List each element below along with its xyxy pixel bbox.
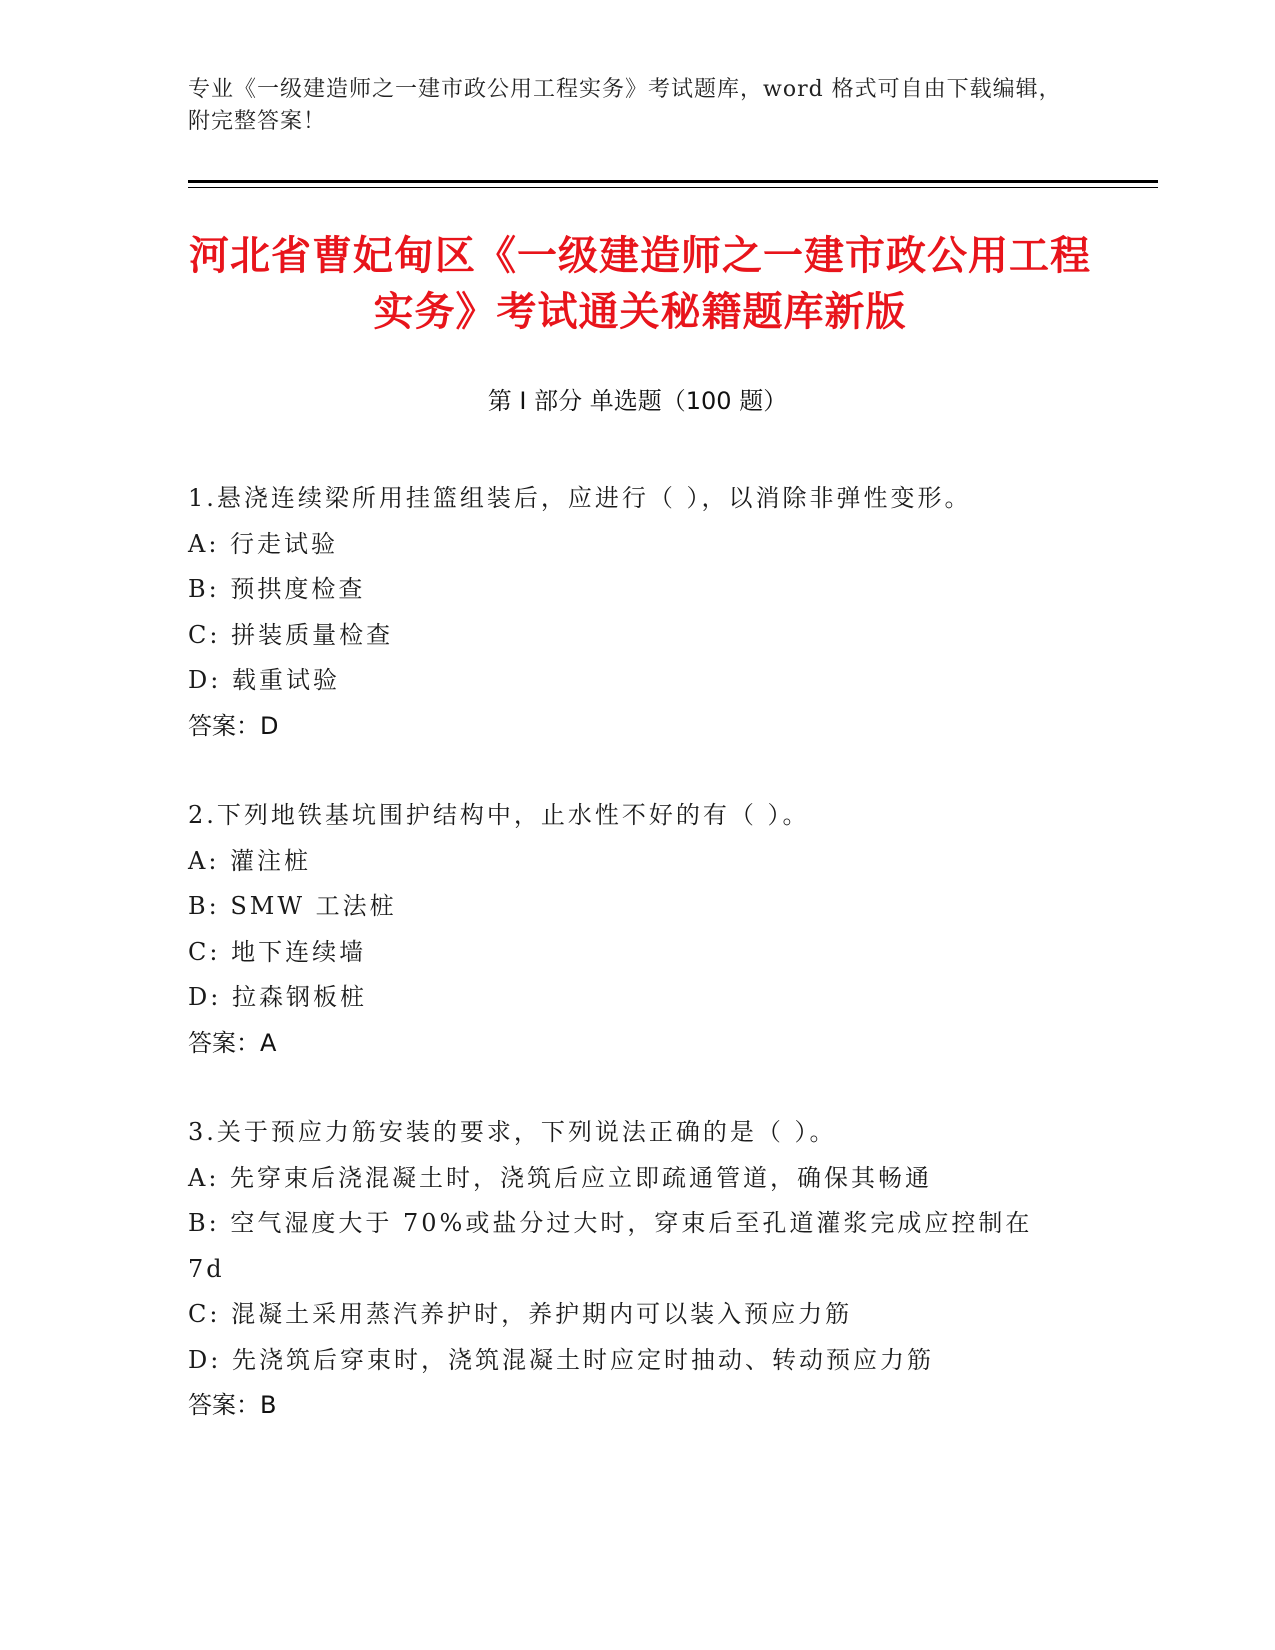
option-b: B: 空气湿度大于 70%或盐分过大时，穿束后至孔道灌浆完成应控制在 7d (188, 1209, 1033, 1283)
option-b: B: 预拱度检查 (188, 575, 366, 603)
option-c: C: 混凝土采用蒸汽养护时，养护期内可以装入预应力筋 (188, 1300, 853, 1328)
option-a: A: 灌注桩 (188, 846, 312, 875)
option-d: D: 载重试验 (188, 666, 340, 694)
document-title: 河北省曹妃甸区《一级建造师之一建市政公用工程实务》考试通关秘籍题库新版 (189, 233, 1091, 335)
option-d: D: 先浇筑后穿束时，浇筑混凝土时应定时抽动、转动预应力筋 (188, 1345, 934, 1374)
question-3 (188, 1110, 1068, 1429)
question-stem: 1.悬浇连续梁所用挂篮组装后，应进行（ ），以消除非弹性变形。 (188, 484, 972, 512)
option-a: A: 先穿束后浇混凝土时，浇筑后应立即疏通管道，确保其畅通 (188, 1163, 933, 1192)
section-heading: 第 I 部分 单选题（100 题） (487, 387, 788, 415)
option-c: C: 地下连续墙 (188, 937, 367, 966)
question-list (188, 476, 1068, 1473)
option-b: B: SMW 工法桩 (188, 892, 397, 920)
answer: 答案：D (188, 711, 279, 740)
option-c: C: 拼装质量检查 (188, 620, 394, 649)
question-stem: 2.下列地铁基坑围护结构中，止水性不好的有（ ）。 (188, 801, 810, 829)
option-a: A: 行走试验 (188, 529, 339, 558)
question-stem: 3.关于预应力筋安装的要求，下列说法正确的是（ ）。 (188, 1118, 837, 1146)
header-note: 专业《一级建造师之一建市政公用工程实务》考试题库，word 格式可自由下载编辑，附完整答案！ (188, 77, 1062, 134)
answer: 答案：B (188, 1391, 277, 1419)
header-divider-thin (188, 187, 1158, 188)
question-2 (188, 793, 1068, 1066)
option-d: D: 拉森钢板桩 (188, 983, 367, 1011)
header-divider-thick (188, 180, 1158, 183)
answer: 答案：A (188, 1028, 277, 1057)
question-1 (188, 476, 1068, 749)
